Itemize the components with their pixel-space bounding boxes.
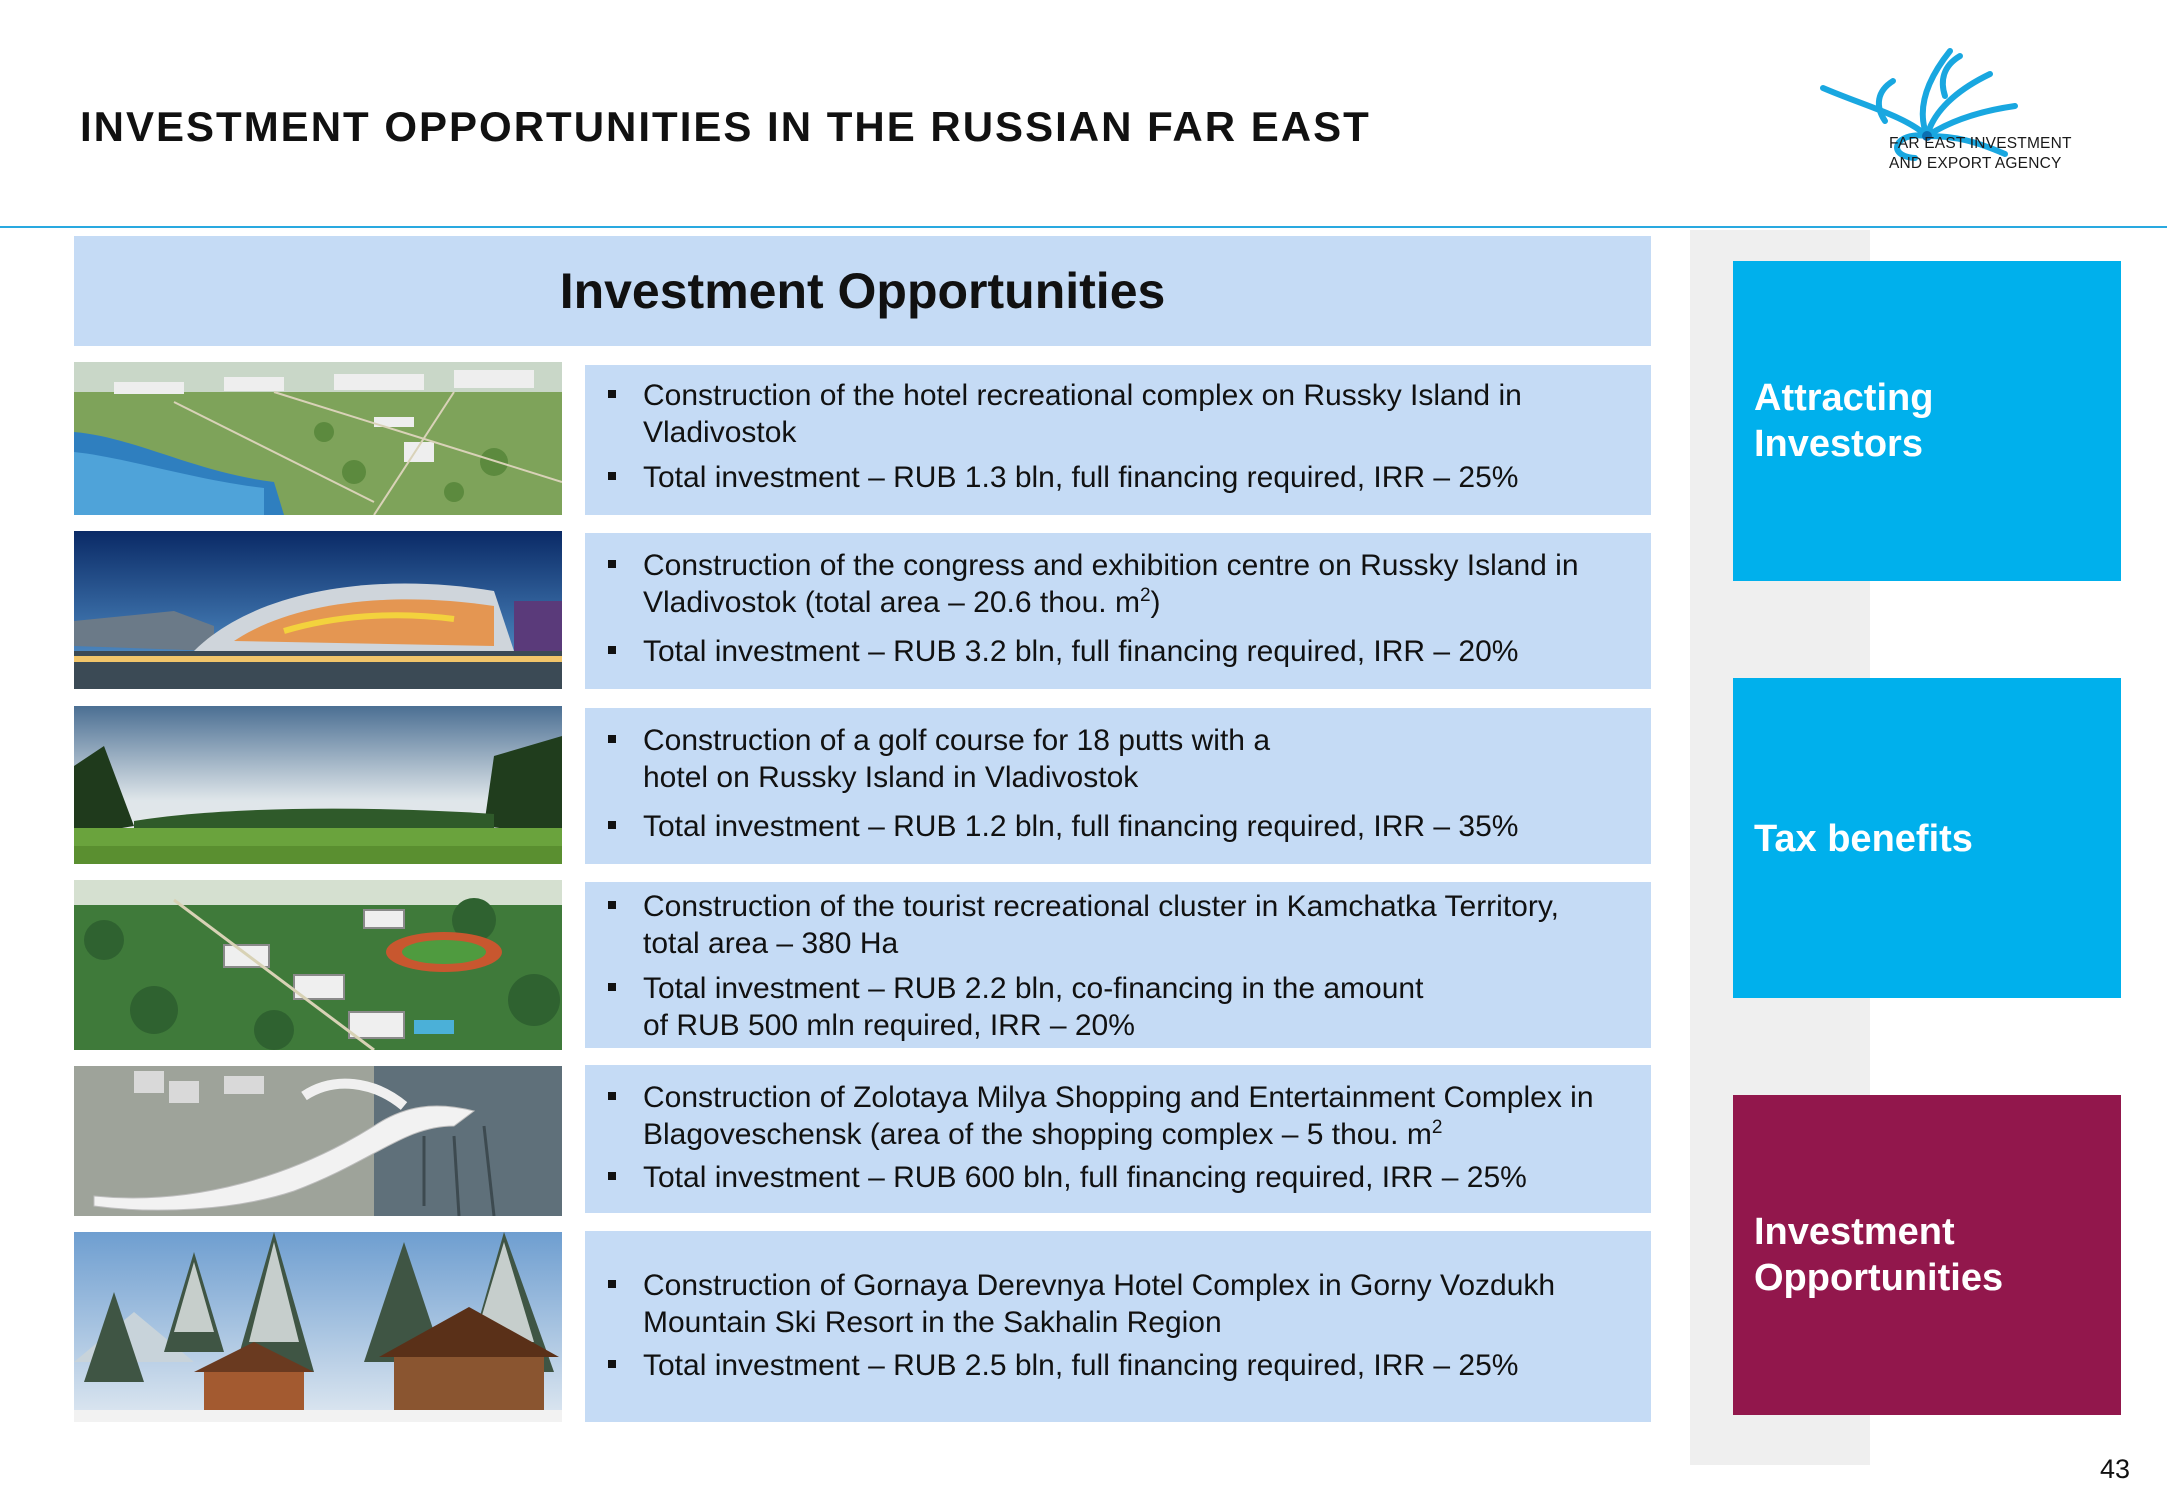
ski-resort-image xyxy=(74,1232,562,1422)
project-card xyxy=(585,1065,1651,1213)
bullet-icon xyxy=(608,1360,616,1368)
bullet-icon xyxy=(608,983,616,991)
section-header xyxy=(74,236,1651,346)
bullet-icon xyxy=(608,1172,616,1180)
nav-label: Investment Opportunities xyxy=(1754,1211,2004,1299)
bullet-icon xyxy=(608,821,616,829)
congress-centre-image xyxy=(74,531,562,689)
agency-name-line1: FAR EAST INVESTMENT xyxy=(1889,135,2072,152)
list-item: Total investment – RUB 600 bln, full financing required, IRR – 25% xyxy=(585,1159,1641,1196)
agency-name xyxy=(1889,134,2072,174)
list-item: Total investment – RUB 2.2 bln, co-financing in the amount of RUB 500 mln required, IRR – 20% xyxy=(585,970,1611,1044)
section-title: Investment Opportunities xyxy=(559,263,1166,319)
list-item: Construction of Gornaya Derevnya Hotel Complex in Gorny Vozdukh Mountain Ski Resort in the Sakhalin Region xyxy=(585,1267,1591,1341)
shopping-complex-image xyxy=(74,1066,562,1216)
nav-label: Tax benefits xyxy=(1754,818,1973,860)
list-item: Total investment – RUB 1.3 bln, full financing required, IRR – 25% xyxy=(585,459,1651,496)
nav-investment-opportunities[interactable] xyxy=(1733,1095,2121,1415)
page-number: 43 xyxy=(2100,1454,2131,1484)
list-item: Total investment – RUB 2.5 bln, full financing required, IRR – 25% xyxy=(585,1347,1591,1384)
tourist-cluster-image xyxy=(74,880,562,1050)
bullet-icon xyxy=(608,1092,616,1100)
bullet-icon xyxy=(608,735,616,743)
list-item: Construction of Zolotaya Milya Shopping and Entertainment Complex in Blagoveschensk (area of the shopping complex – 5 thou. $m^2$ xyxy=(585,1079,1641,1153)
list-item: Construction of the hotel recreational complex on Russky Island in Vladivostok xyxy=(585,377,1651,451)
project-card xyxy=(585,708,1651,864)
nav-label: Attracting Investors xyxy=(1754,377,1934,465)
bullet-icon xyxy=(608,901,616,909)
list-item: Construction of a golf course for 18 putts with a hotel on Russky Island in Vladivostok xyxy=(585,722,1311,796)
list-item: Total investment – RUB 3.2 bln, full financing required, IRR – 20% xyxy=(585,633,1591,670)
page-title: INVESTMENT OPPORTUNITIES IN THE RUSSIAN FAR EAST xyxy=(80,103,1371,150)
project-card xyxy=(585,365,1651,515)
bullet-icon xyxy=(608,646,616,654)
list-item: Construction of the congress and exhibition centre on Russky Island in Vladivostok (total area – 20.6 thou. $m^2$) xyxy=(585,547,1591,621)
bullet-icon xyxy=(608,390,616,398)
list-item: Total investment – RUB 1.2 bln, full financing required, IRR – 35% xyxy=(585,808,1651,845)
agency-name-line2: AND EXPORT AGENCY xyxy=(1889,155,2062,172)
resort-aerial-image xyxy=(74,362,562,515)
nav-attracting-investors[interactable] xyxy=(1733,261,2121,581)
bullet-icon xyxy=(608,560,616,568)
project-card xyxy=(585,1231,1651,1422)
project-card xyxy=(585,533,1651,689)
project-card xyxy=(585,882,1651,1048)
list-item: Construction of the tourist recreational cluster in Kamchatka Territory, total area – 380 Ha xyxy=(585,888,1611,962)
bullet-icon xyxy=(608,472,616,480)
bullet-icon xyxy=(608,1280,616,1288)
golf-course-image xyxy=(74,706,562,864)
nav-tax-benefits[interactable] xyxy=(1733,678,2121,998)
header-divider xyxy=(0,226,2167,228)
